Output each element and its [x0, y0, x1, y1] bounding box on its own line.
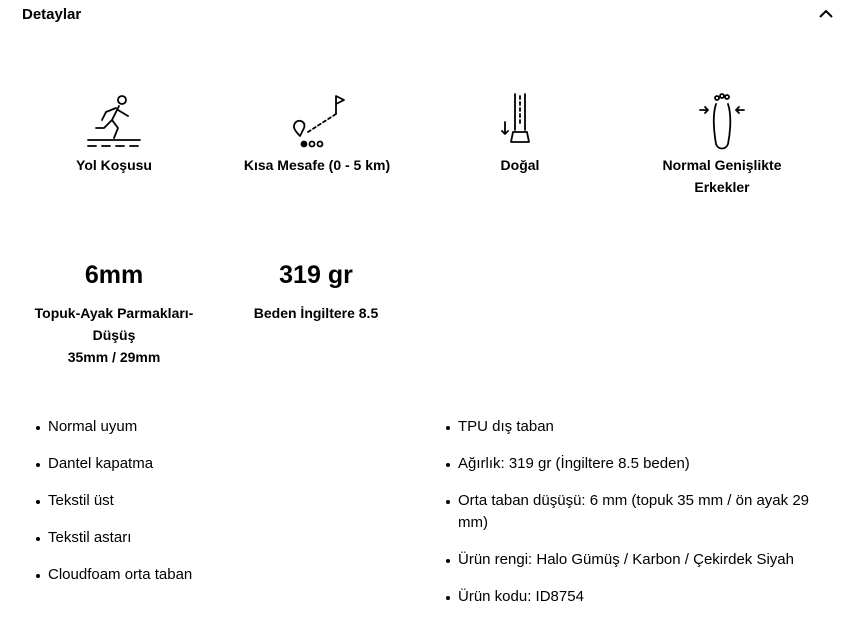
- specs-row: [0, 258, 849, 378]
- spec-value: 6mm: [84, 261, 144, 289]
- list-item: Ürün rengi: Halo Gümüş / Karbon / Çekirdek Siyah: [432, 549, 832, 571]
- details-list-right: [432, 416, 832, 623]
- list-item: Ağırlık: 319 gr (İngiltere 8.5 beden): [432, 453, 832, 475]
- list-item: Tekstil üst: [22, 490, 382, 512]
- list-item: Normal uyum: [22, 416, 382, 438]
- feature-label: Kısa Mesafe (0 - 5 km): [243, 157, 391, 173]
- feature-label: Normal Genişlikte Erkekler: [662, 157, 782, 195]
- feature-label: Yol Koşusu: [76, 157, 152, 173]
- road-running-icon: [84, 92, 144, 152]
- spec-weight: [216, 258, 416, 324]
- spec-drop: [14, 258, 214, 368]
- spec-caption: Beden İngiltere 8.5: [253, 305, 379, 321]
- list-item: TPU dış taban: [432, 416, 832, 438]
- details-list-left: [22, 416, 382, 601]
- feature-short-distance: [207, 92, 427, 176]
- list-item: Orta taban düşüşü: 6 mm (topuk 35 mm / ön ayak 29 mm): [432, 490, 832, 534]
- section-title: Detaylar: [22, 5, 82, 23]
- spec-caption: Topuk-Ayak Parmakları- Düşüş 35mm / 29mm: [34, 305, 194, 365]
- feature-road-running: [4, 92, 224, 176]
- foot-width-icon: [692, 92, 752, 152]
- list-item: Ürün kodu: ID8754: [432, 586, 832, 608]
- features-row: [0, 92, 849, 202]
- list-item: Dantel kapatma: [22, 453, 382, 475]
- feature-neutral: [410, 92, 630, 176]
- spec-value: 319 gr: [279, 261, 353, 289]
- details-header[interactable]: [22, 0, 835, 28]
- list-item: Cloudfoam orta taban: [22, 564, 382, 586]
- list-item: Tekstil astarı: [22, 527, 382, 549]
- chevron-up-icon[interactable]: [817, 5, 835, 23]
- feature-label: Doğal: [500, 157, 540, 173]
- short-distance-icon: [282, 92, 352, 152]
- neutral-support-icon: [495, 92, 545, 152]
- feature-foot-width: [612, 92, 832, 198]
